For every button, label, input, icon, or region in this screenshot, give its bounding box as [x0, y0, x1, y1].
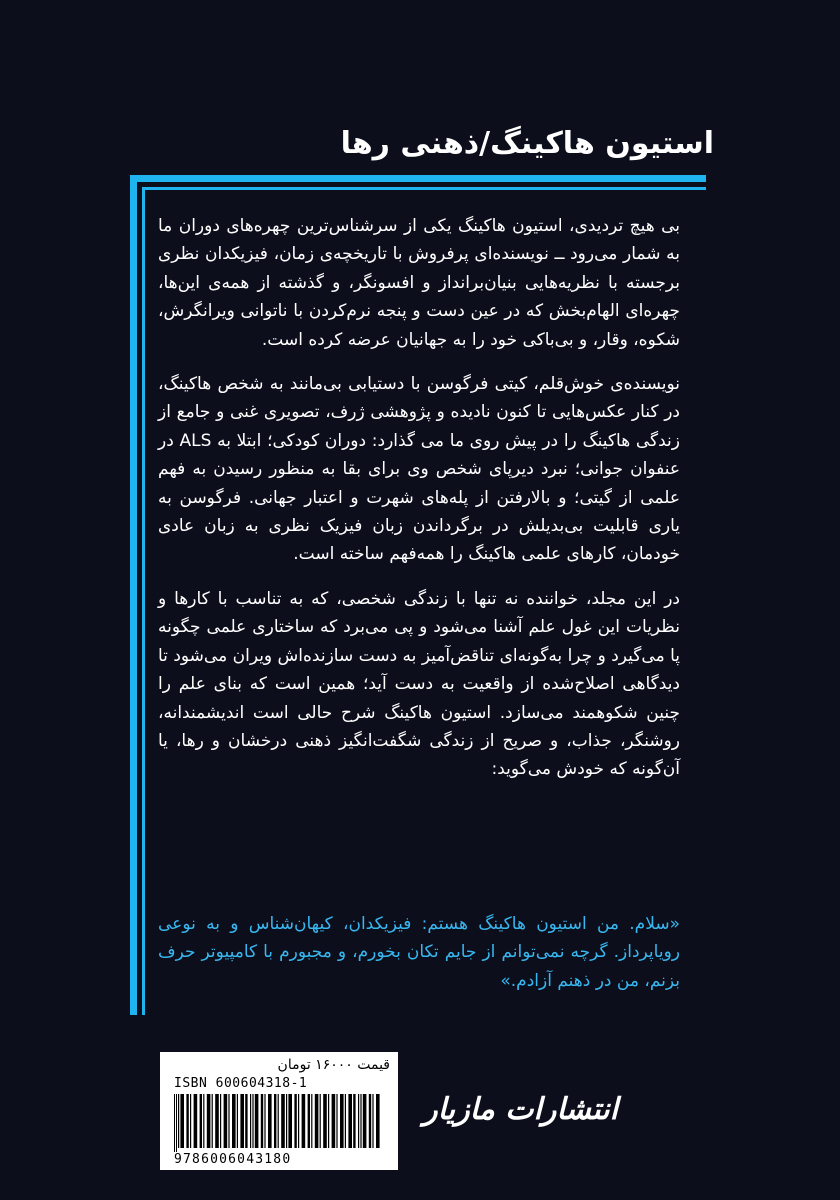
- barcode-stripe: [376, 1094, 380, 1148]
- blurb-paragraph-2: نویسنده‌ی خوش‌قلم، کیتی فرگوسن با دستیابی بی‌مانند به شخص هاکینگ، در کنار عکس‌هایی تا کنون نادیده و پژوهشی ژرف، تصویری غنی و جامع از زندگی هاکینگ را در پیش روی ما می گذارد: دوران کودکی؛ ابتلا به ALS در عنفوان جوانی؛ نبرد دیرپای شخص وی برای بقا به منظور رسیدن به فهم علمی از گیتی؛ و بالارفتن از پله‌های شهرت و اعتبار جهانی. فرگوسن به یاری قابلیت بی‌بدیلش در برگرداندن زبان فیزیک نظری به زبان عادی خودمان، کارهای علمی هاکینگ را همه‌فهم ساخته است.: [158, 374, 680, 565]
- barcode-stripe: [232, 1094, 236, 1148]
- barcode-stripe: [240, 1094, 244, 1148]
- accent-bar-top: [130, 175, 706, 182]
- blurb-text: [158, 212, 680, 800]
- barcode-stripe: [264, 1094, 265, 1148]
- barcode-stripe: [224, 1094, 228, 1148]
- barcode-stripe: [302, 1094, 306, 1148]
- barcode-digits: 9786006043180: [174, 1152, 292, 1167]
- barcode-stripe: [176, 1094, 177, 1152]
- barcode-stripe: [363, 1094, 367, 1148]
- accent-line-top: [142, 187, 706, 190]
- barcode-icon: [174, 1094, 384, 1152]
- hawking-quote: «سلام. من استیون هاکینگ هستم: فیزیکدان، کیهان‌شناس و به نوعی رویاپرداز. گرچه نمی‌توانم از جایم تکان بخورم، و مجبورم با کامپیوتر حرف بزنم، من در ذهنم آزادم.»: [158, 914, 680, 991]
- publisher-logo: انتشارات مازیار: [423, 1092, 618, 1127]
- barcode-stripe: [212, 1094, 213, 1148]
- barcode-stripe: [180, 1094, 184, 1148]
- barcode-stripe: [328, 1094, 329, 1148]
- barcode-stripe: [320, 1094, 321, 1148]
- barcode-stripe: [274, 1094, 276, 1148]
- barcode-stripe: [308, 1094, 310, 1148]
- blurb-paragraph-3: در این مجلد، خواننده نه تنها با زندگی شخصی، که به تناسب با کارها و نظریات این غول علم آشنا می‌شود و پی می‌برد که ساختاری علمی چگونه پا می‌گیرد و چرا به‌گونه‌ای تناقض‌آمیز به دست سازنده‌اش ویران می‌شود تا دیدگاهی اصلاح‌شده از واقعیت به دست آید؛ همین است که بنای علم را چنین شکوهمند می‌سازد. استیون هاکینگ شرح حالی است اندیشمندانه، روشنگر، جذاب، و صریح از زندگی شگفت‌انگیز ذهنی درخشان و رها، یا آن‌گونه که خودش می‌گوید:: [158, 588, 680, 780]
- barcode-stripe: [178, 1094, 179, 1148]
- barcode-stripe: [369, 1094, 371, 1148]
- barcode-stripe: [286, 1094, 287, 1148]
- barcode-stripe: [250, 1094, 251, 1148]
- accent-bar-left: [130, 175, 137, 1015]
- barcode-stripe: [294, 1094, 296, 1148]
- barcode-stripe: [298, 1094, 299, 1148]
- barcode-stripe: [252, 1094, 253, 1148]
- accent-line-left: [142, 187, 145, 1015]
- isbn-text: ISBN 600604318-1: [174, 1076, 308, 1091]
- barcode-stripe: [348, 1094, 352, 1148]
- barcode-stripe: [245, 1094, 247, 1148]
- barcode-stripe: [194, 1094, 198, 1148]
- barcode-stripe: [315, 1094, 319, 1148]
- barcode-stripe: [332, 1094, 336, 1148]
- barcode-stripe: [174, 1094, 175, 1152]
- book-title: استیون هاکینگ/ذهنی رها: [340, 126, 714, 161]
- barcode-stripe: [323, 1094, 327, 1148]
- barcode-stripe: [203, 1094, 204, 1148]
- barcode-stripe: [336, 1094, 337, 1148]
- price-text: قیمت ۱۶۰۰۰ تومان: [277, 1057, 390, 1073]
- barcode-stripe: [237, 1094, 238, 1148]
- barcode-stripe: [358, 1094, 359, 1148]
- barcode-stripe: [261, 1094, 263, 1148]
- barcode-stripe: [186, 1094, 188, 1148]
- blurb-paragraph-1: بی هیچ تردیدی، استیون هاکینگ یکی از سرشناس‌ترین چهره‌های دوران ما به شمار می‌رود ــ نویسنده‌ای پرفروش با تاریخچه‌ی زمان، فیزیکدان نظری برجسته با نظریه‌هایی بنیان‌برانداز و افسونگر، و گذشته از همه‌ی این‌ها، چهره‌ای الهام‌بخش که در عین دست و پنجه نرم‌کردن با ناتوانی ویرانگرش، شکوه، وقار، و بی‌باکی خود را به جهانیان عرضه کرده است.: [158, 216, 680, 350]
- barcode-stripe: [353, 1094, 355, 1148]
- barcode-stripe: [190, 1094, 191, 1148]
- barcode-stripe: [345, 1094, 346, 1148]
- barcode-stripe: [220, 1094, 221, 1148]
- barcode-stripe: [255, 1094, 259, 1148]
- barcode-stripe: [281, 1094, 285, 1148]
- barcode-stripe: [288, 1094, 292, 1148]
- barcode-stripe: [311, 1094, 312, 1148]
- barcode-stripe: [228, 1094, 229, 1148]
- barcode-label: [160, 1052, 398, 1170]
- barcode-stripe: [340, 1094, 344, 1148]
- barcode-stripe: [360, 1094, 361, 1148]
- barcode-stripe: [215, 1094, 219, 1148]
- barcode-stripe: [268, 1094, 272, 1148]
- barcode-stripe: [372, 1094, 373, 1148]
- barcode-stripe: [207, 1094, 211, 1148]
- barcode-stripe: [200, 1094, 202, 1148]
- barcode-stripe: [278, 1094, 279, 1148]
